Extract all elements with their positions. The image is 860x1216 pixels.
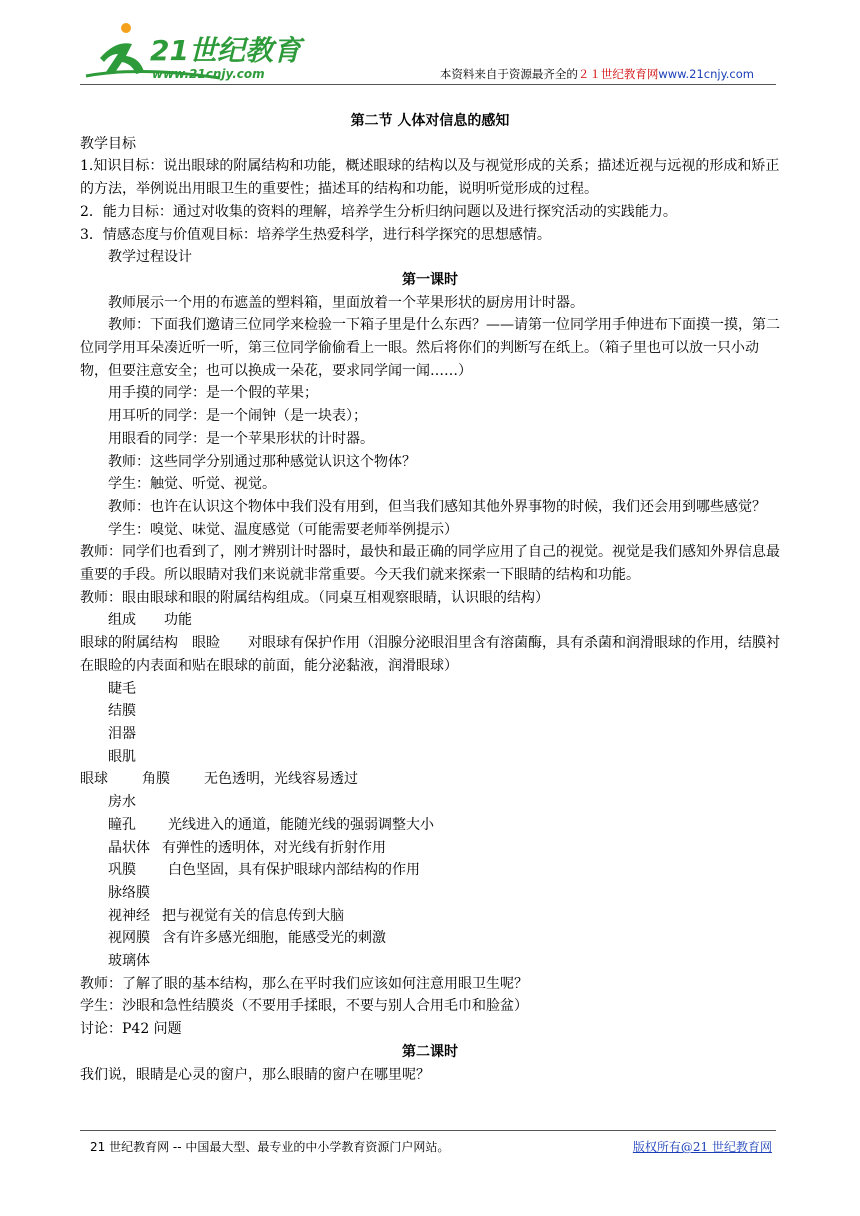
structure-row: 泪器 bbox=[108, 725, 136, 742]
paragraph: 学生：沙眼和急性结膜炎（不要用手揉眼，不要与别人合用毛巾和脸盆） bbox=[80, 998, 528, 1015]
process-heading: 教学过程设计 bbox=[108, 249, 192, 266]
header-source: 本资料来自于资源最齐全的２１世纪教育网www.21cnjy.com bbox=[439, 67, 754, 81]
structure-row: 眼球的附属结构 眼睑 对眼球有保护作用（泪腺分泌眼泪里含有溶菌酶，具有杀菌和润滑眼球的作用，结膜衬在眼睑的内表面和贴在眼球的前面，能分泌黏液，润滑眼球） bbox=[80, 635, 780, 674]
structure-row: 视神经 把与视觉有关的信息传到大脑 bbox=[108, 907, 344, 924]
structure-row: 视网膜 含有许多感光细胞，能感受光的刺激 bbox=[108, 930, 386, 947]
goal-3: 3．情感态度与价值观目标：培养学生热爱科学，进行科学探究的思想感情。 bbox=[80, 226, 551, 243]
copyright-link[interactable]: 版权所有@21 世纪教育网 bbox=[632, 1140, 772, 1154]
source-link[interactable]: www.21cnjy.com bbox=[658, 67, 754, 81]
goals-heading: 教学目标 bbox=[80, 135, 136, 152]
structure-row: 结膜 bbox=[108, 703, 136, 720]
paragraph: 用手摸的同学：是一个假的苹果； bbox=[108, 385, 318, 402]
paragraph: 教师展示一个用的布遮盖的塑料箱，里面放着一个苹果形状的厨房用计时器。 bbox=[108, 294, 584, 311]
document-body bbox=[80, 110, 780, 1086]
paragraph: 我们说，眼睛是心灵的窗户，那么眼睛的窗户在哪里呢？ bbox=[80, 1066, 430, 1083]
table-header: 组成 功能 bbox=[108, 612, 192, 629]
svg-text:www.21cnjy.com: www.21cnjy.com bbox=[152, 67, 265, 81]
goal-2: 2．能力目标：通过对收集的资料的理解，培养学生分析归纳问题以及进行探究活动的实践能力。 bbox=[80, 203, 677, 220]
paragraph: 教师：眼由眼球和眼的附属结构组成。（同桌互相观察眼睛，认识眼的结构） bbox=[80, 589, 549, 606]
paragraph: 用眼看的同学：是一个苹果形状的计时器。 bbox=[108, 430, 374, 447]
structure-row: 脉络膜 bbox=[108, 884, 150, 901]
structure-row: 眼球 角膜 无色透明，光线容易透过 bbox=[80, 771, 358, 788]
paragraph: 用耳听的同学：是一个闹钟（是一块表）； bbox=[108, 408, 367, 425]
structure-row: 晶状体 有弹性的透明体，对光线有折射作用 bbox=[108, 839, 386, 856]
logo-21cnjy bbox=[80, 18, 380, 84]
logo-text: 21世纪教育 bbox=[150, 34, 301, 67]
structure-row: 房水 bbox=[108, 794, 136, 811]
paragraph: 教师：也许在认识这个物体中我们没有用到，但当我们感知其他外界事物的时候，我们还会用到哪些感觉？ bbox=[108, 498, 766, 515]
footer-text: 21 世纪教育网 -- 中国最大型、最专业的中小学教育资源门户网站。 bbox=[90, 1140, 450, 1154]
paragraph: 学生：嗅觉、味觉、温度感觉（可能需要老师举例提示） bbox=[108, 521, 458, 538]
lesson1-heading: 第一课时 bbox=[402, 271, 458, 288]
paragraph: 教师：这些同学分别通过那种感觉认识这个物体？ bbox=[108, 453, 416, 470]
footer-divider bbox=[80, 1130, 776, 1131]
doc-title: 第二节 人体对信息的感知 bbox=[350, 113, 510, 129]
paragraph: 教师：了解了眼的基本结构，那么在平时我们应该如何注意用眼卫生呢？ bbox=[80, 975, 528, 992]
paragraph: 教师：同学们也看到了，刚才辨别计时器时，最快和最正确的同学应用了自己的视觉。视觉是我们感知外界信息最重要的手段。所以眼睛对我们来说就非常重要。今天我们就来探索一下眼睛的结构和功能。 bbox=[80, 544, 780, 584]
paragraph: 讨论：P42 问题 bbox=[80, 1021, 182, 1038]
structure-row: 眼肌 bbox=[108, 748, 136, 765]
paragraph: 教师：下面我们邀请三位同学来检验一下箱子里是什么东西？——请第一位同学用手伸进布下面摸一摸，第二位同学用耳朵凑近听一听，第三位同学偷偷看上一眼。然后将你们的判断写在纸上。（箱子里也可以放一只小动物，但要注意安全；也可以换成一朵花，要求同学闻一闻……） bbox=[80, 317, 780, 379]
paragraph: 学生：触觉、听觉、视觉。 bbox=[108, 476, 276, 493]
structure-row: 瞳孔 光线进入的通道，能随光线的强弱调整大小 bbox=[108, 816, 434, 833]
goal-1: 1.知识目标：说出眼球的附属结构和功能，概述眼球的结构以及与视觉形成的关系；描述近视与远视的形成和矫正的方法，举例说出用眼卫生的重要性；描述耳的结构和功能，说明听觉形成的过程。 bbox=[80, 158, 780, 198]
structure-row: 巩膜 白色坚固，具有保护眼球内部结构的作用 bbox=[108, 862, 420, 879]
structure-row: 睫毛 bbox=[108, 680, 136, 697]
lesson2-heading: 第二课时 bbox=[402, 1043, 458, 1060]
structure-row: 玻璃体 bbox=[108, 953, 150, 970]
header-divider bbox=[80, 84, 776, 85]
